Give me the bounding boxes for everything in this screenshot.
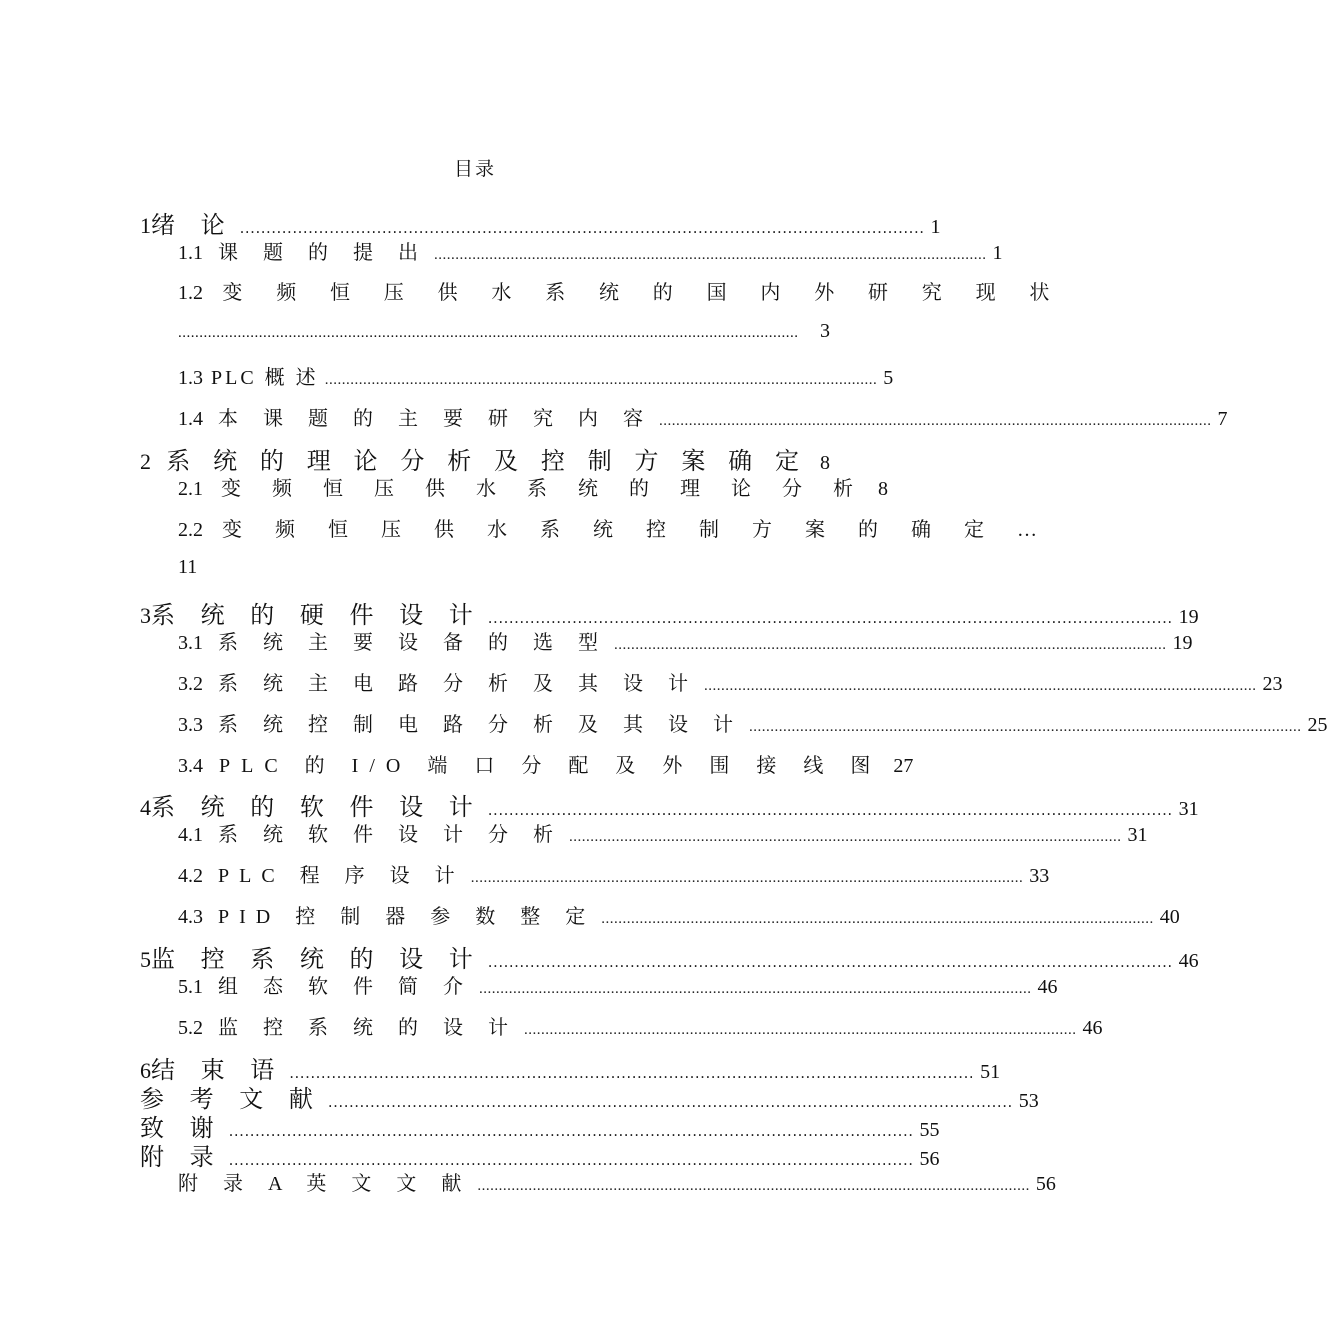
toc-page: 46 bbox=[1037, 976, 1058, 998]
toc-title: 目录 bbox=[453, 159, 496, 180]
toc-page: 53 bbox=[1018, 1090, 1039, 1112]
toc-entry-4-2[interactable] bbox=[178, 859, 1050, 888]
toc-text: 系 统 主 要 设 备 的 选 型 bbox=[218, 632, 608, 654]
toc-text: 系 统 的 硬 件 设 计 bbox=[151, 601, 482, 629]
toc-number: 5.2 bbox=[178, 1017, 203, 1039]
toc-number: 5.1 bbox=[178, 976, 203, 998]
toc-entry-2-1[interactable] bbox=[178, 472, 888, 501]
toc-entry-5-1[interactable] bbox=[178, 970, 1058, 999]
dot-leader: .................................................................................................................................. bbox=[470, 870, 1024, 886]
toc-page: 27 bbox=[893, 755, 914, 777]
toc-number: 2 bbox=[140, 449, 151, 474]
toc-page: 46 bbox=[1082, 1017, 1103, 1039]
dot-leader: .................................................................................................................................. bbox=[289, 1064, 975, 1082]
toc-number: 1.1 bbox=[178, 242, 203, 264]
toc-text: 系 统 的 理 论 分 析 及 控 制 方 案 确 定 bbox=[166, 447, 807, 475]
toc-entry-3-3[interactable] bbox=[178, 708, 1328, 737]
toc-entry-1-2-leader bbox=[178, 320, 830, 343]
toc-entry-ch5[interactable] bbox=[140, 939, 1199, 974]
toc-number: 4.1 bbox=[178, 824, 203, 846]
dot-leader: .................................................................................................................................. bbox=[434, 247, 987, 263]
toc-entry-1-3[interactable] bbox=[178, 361, 894, 390]
toc-text: PLC 的 I/O 端 口 分 配 及 外 围 接 线 图 bbox=[219, 755, 882, 777]
toc-number: 3.2 bbox=[178, 673, 203, 695]
dot-leader: .................................................................................................................................. bbox=[228, 1151, 914, 1169]
toc-number: 1 bbox=[140, 213, 151, 238]
toc-number: 3.1 bbox=[178, 632, 203, 654]
toc-page: 46 bbox=[1178, 950, 1199, 972]
dot-leader: .................................................................................................................................. bbox=[327, 1093, 1013, 1111]
toc-number: 1.2 bbox=[178, 282, 203, 304]
toc-text: PLC 程 序 设 计 bbox=[218, 865, 465, 887]
dot-leader: .................................................................................................................................. bbox=[487, 609, 1173, 627]
toc-text: 致 谢 bbox=[140, 1114, 223, 1142]
dot-leader: .................................................................................................................................. bbox=[479, 981, 1032, 997]
toc-number: 4 bbox=[140, 795, 151, 820]
dot-leader: .................................................................................................................................. bbox=[239, 219, 925, 237]
toc-number: 4.3 bbox=[178, 906, 203, 928]
toc-text: 附 录 A 英 文 文 献 bbox=[178, 1173, 472, 1195]
toc-page: 25 bbox=[1307, 714, 1328, 736]
toc-page: 23 bbox=[1262, 673, 1283, 695]
toc-page: 31 bbox=[1178, 798, 1199, 820]
toc-text: 结 束 语 bbox=[151, 1056, 284, 1084]
toc-text: 变 频 恒 压 供 水 系 统 的 理 论 分 析 bbox=[221, 478, 866, 500]
toc-text: 系 统 主 电 路 分 析 及 其 设 计 bbox=[218, 673, 698, 695]
toc-text: 系 统 软 件 设 计 分 析 bbox=[218, 824, 563, 846]
toc-text: 变 频 恒 压 供 水 系 统 控 制 方 案 的 确 定 … bbox=[222, 519, 1051, 541]
toc-entry-5-2[interactable] bbox=[178, 1011, 1103, 1040]
toc-number: 3 bbox=[140, 603, 151, 628]
toc-entry-4-1[interactable] bbox=[178, 818, 1148, 847]
dot-leader: .................................................................................................................................. bbox=[569, 829, 1122, 845]
toc-number: 5 bbox=[140, 947, 151, 972]
toc-entry-ch4[interactable] bbox=[140, 787, 1199, 822]
toc-entry-1-4[interactable] bbox=[178, 402, 1228, 431]
toc-entry-2-2-page bbox=[178, 556, 197, 579]
toc-entry-ch3[interactable] bbox=[140, 595, 1199, 630]
toc-page: 33 bbox=[1029, 865, 1050, 887]
toc-page: 7 bbox=[1217, 408, 1228, 430]
dot-leader: .................................................................................................................................. bbox=[704, 678, 1257, 694]
dot-leader: .................................................................................................................................. bbox=[477, 1178, 1030, 1194]
toc-text: 系 统 控 制 电 路 分 析 及 其 设 计 bbox=[218, 714, 743, 736]
toc-number: 3.4 bbox=[178, 755, 203, 777]
toc-text: PID 控 制 器 参 数 整 定 bbox=[218, 906, 596, 928]
dot-leader: .................................................................................................................................................. bbox=[178, 325, 799, 341]
toc-text: PLC 概 述 bbox=[211, 367, 319, 389]
dot-leader: .................................................................................................................................. bbox=[749, 719, 1302, 735]
toc-text: 本 课 题 的 主 要 研 究 内 容 bbox=[218, 408, 653, 430]
toc-number: 4.2 bbox=[178, 865, 203, 887]
toc-number: 1.4 bbox=[178, 408, 203, 430]
toc-page: 19 bbox=[1178, 606, 1199, 628]
toc-entry-2-2[interactable] bbox=[178, 513, 1051, 542]
toc-page: 51 bbox=[980, 1061, 1001, 1083]
toc-page: 8 bbox=[820, 452, 830, 474]
toc-text: 课 题 的 提 出 bbox=[218, 242, 428, 264]
toc-page: 11 bbox=[178, 556, 198, 578]
toc-text: 组 态 软 件 简 介 bbox=[218, 976, 473, 998]
dot-leader: .................................................................................................................................. bbox=[487, 953, 1173, 971]
toc-page: 8 bbox=[878, 478, 888, 500]
toc-page: 56 bbox=[1035, 1173, 1056, 1195]
dot-leader: .................................................................................................................................. bbox=[614, 637, 1167, 653]
dot-leader: .................................................................................................................................. bbox=[524, 1022, 1077, 1038]
toc-text: 监 控 系 统 的 设 计 bbox=[218, 1017, 518, 1039]
toc-number: 2.2 bbox=[178, 519, 203, 541]
toc-entry-1-2[interactable] bbox=[178, 276, 1064, 305]
toc-entry-ch1[interactable] bbox=[140, 205, 941, 240]
toc-entry-4-3[interactable] bbox=[178, 900, 1180, 929]
toc-page: 1 bbox=[930, 216, 941, 238]
toc-number: 6 bbox=[140, 1058, 151, 1083]
toc-page: 19 bbox=[1172, 632, 1193, 654]
toc-number: 3.3 bbox=[178, 714, 203, 736]
toc-entry-3-4[interactable] bbox=[178, 749, 914, 778]
toc-text: 变 频 恒 压 供 水 系 统 的 国 内 外 研 究 现 状 bbox=[222, 282, 1064, 304]
dot-leader: .................................................................................................................................. bbox=[659, 413, 1212, 429]
toc-text: 附 录 bbox=[140, 1143, 223, 1171]
toc-page: 56 bbox=[919, 1148, 940, 1170]
toc-entry-1-1[interactable] bbox=[178, 236, 1003, 265]
toc-text: 监 控 系 统 的 设 计 bbox=[151, 945, 482, 973]
toc-number: 1.3 bbox=[178, 367, 203, 389]
toc-number: 2.1 bbox=[178, 478, 203, 500]
toc-entry-3-1[interactable] bbox=[178, 626, 1193, 655]
toc-page: 31 bbox=[1127, 824, 1148, 846]
toc-text: 绪 论 bbox=[151, 211, 234, 239]
toc-page: 5 bbox=[883, 367, 894, 389]
toc-page: 40 bbox=[1159, 906, 1180, 928]
toc-text: 参 考 文 献 bbox=[140, 1085, 322, 1113]
dot-leader: .................................................................................................................................. bbox=[601, 911, 1154, 927]
dot-leader bbox=[813, 455, 814, 473]
toc-entry-3-2[interactable] bbox=[178, 667, 1283, 696]
toc-page: 1 bbox=[992, 242, 1003, 264]
toc-page: 55 bbox=[919, 1119, 940, 1141]
toc-page: 3 bbox=[820, 320, 830, 342]
dot-leader: .................................................................................................................................. bbox=[228, 1122, 914, 1140]
dot-leader: .................................................................................................................................. bbox=[324, 372, 878, 388]
toc-entry-ch2[interactable] bbox=[140, 441, 830, 476]
toc-entry-appendix-a[interactable] bbox=[178, 1167, 1056, 1196]
toc-text: 系 统 的 软 件 设 计 bbox=[151, 793, 482, 821]
dot-leader: .................................................................................................................................. bbox=[487, 801, 1173, 819]
